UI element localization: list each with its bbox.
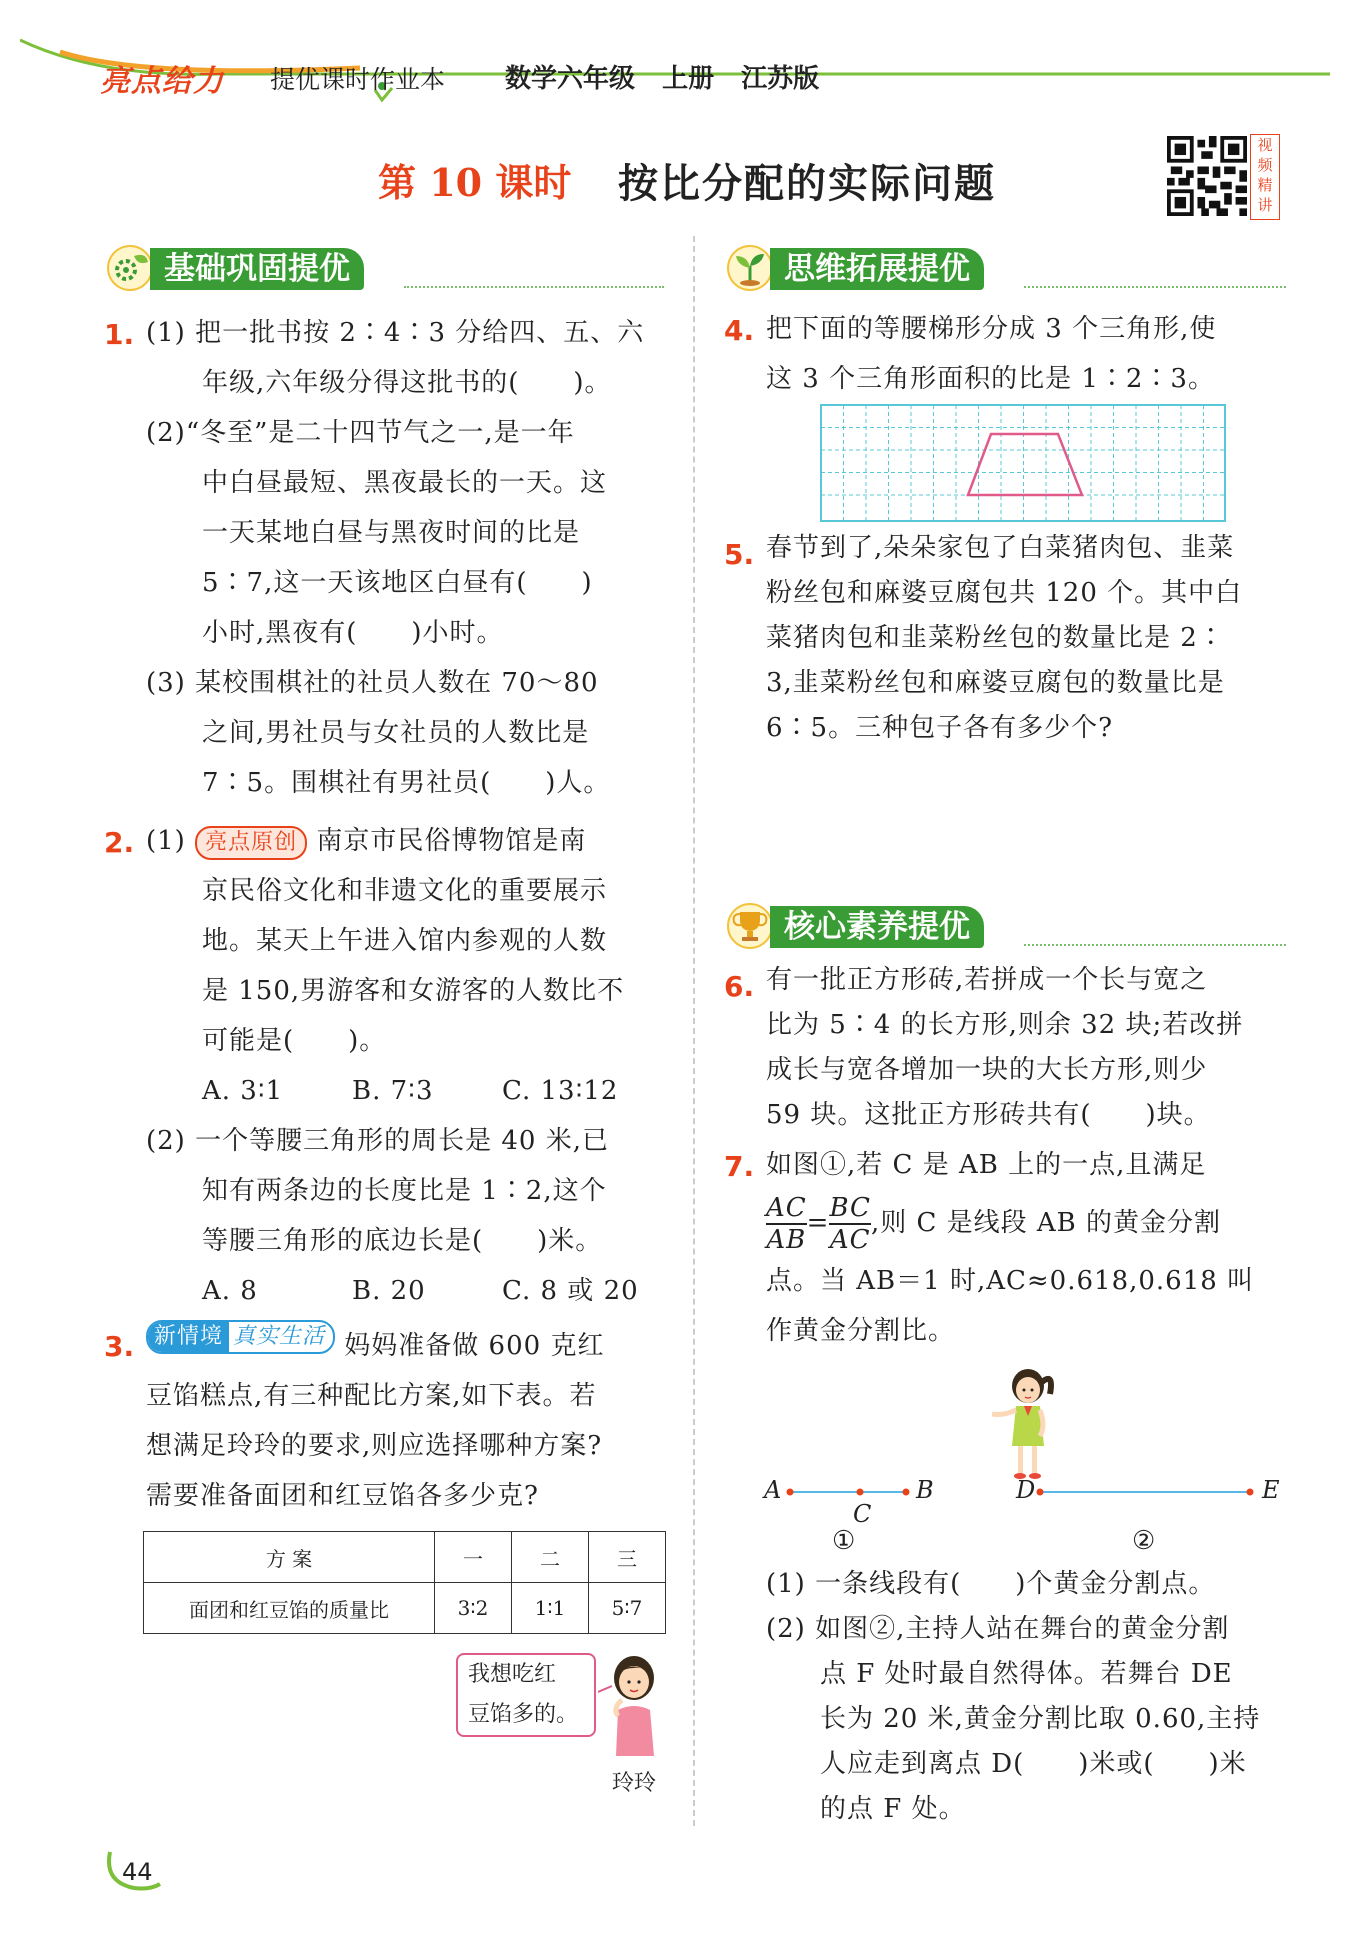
text-line: 可能是( )。: [202, 1026, 387, 1056]
section-title: 基础巩固提优: [150, 248, 364, 290]
table-row: [144, 1583, 666, 1634]
text-line: 5∶7,这一天该地区白昼有( ): [202, 568, 593, 598]
text-line: 中白昼最短、黑夜最长的一天。这: [202, 468, 608, 498]
table-header-cell: 一: [435, 1532, 512, 1583]
subject: 数学六年级: [505, 64, 636, 94]
text-line: 比为 5∶4 的长方形,则余 32 块;若改拼: [766, 1010, 1244, 1040]
trophy-icon: [724, 900, 776, 952]
edition: 江苏版: [741, 64, 820, 94]
section-title: 核心素养提优: [770, 906, 984, 948]
column-divider: [693, 236, 695, 1826]
text-line: 把下面的等腰梯形分成 3 个三角形,使: [766, 314, 1217, 344]
recipe-ratio-table: [143, 1531, 666, 1634]
table-cell: 1∶1: [512, 1583, 589, 1634]
series-name: 提优课时作业本: [270, 65, 446, 94]
q7-text: [766, 1140, 1254, 1356]
question-number: 7.: [724, 1150, 755, 1183]
label-b: B: [916, 1476, 934, 1504]
figure-1-label: ①: [832, 1526, 856, 1556]
section-title: 思维拓展提优: [770, 248, 984, 290]
text-line: 想满足玲玲的要求,则应选择哪种方案?: [146, 1431, 603, 1461]
text-line: (2)“冬至”是二十四节气之一,是一年: [146, 418, 575, 448]
text-line: (1) 一条线段有( )个黄金分割点。: [766, 1569, 1216, 1599]
option-c: C. 13∶12: [502, 1076, 619, 1106]
gear-leaf-icon: [104, 242, 156, 294]
text-line: 春节到了,朵朵家包了白菜猪肉包、韭菜: [766, 533, 1235, 563]
text-line: 成长与宽各增加一块的大长方形,则少: [766, 1055, 1208, 1085]
text-span: 南京市民俗博物馆是南: [316, 826, 587, 856]
point-d: [1037, 1489, 1044, 1496]
numerator: AC: [766, 1193, 807, 1223]
text-span: 妈妈准备做 600 克红: [344, 1331, 605, 1361]
text-line: 粉丝包和麻婆豆腐包共 120 个。其中白: [766, 578, 1243, 608]
text-line: 豆馅糕点,有三种配比方案,如下表。若: [146, 1381, 597, 1411]
denominator: AB: [766, 1225, 807, 1255]
badge-part: 新情境: [148, 1322, 229, 1352]
table-header-cell: 二: [512, 1532, 589, 1583]
fraction-bc-ac: [829, 1193, 870, 1255]
point-b: [903, 1489, 910, 1496]
text-line: 如图①,若 C 是 AB 上的一点,且满足: [766, 1150, 1207, 1180]
text-line: 需要准备面团和红豆馅各多少克?: [146, 1481, 539, 1511]
text-line: [146, 1320, 604, 1371]
text-line: 等腰三角形的底边长是( )米。: [202, 1226, 603, 1256]
q4-text: [766, 304, 1216, 404]
question-number: 6.: [724, 970, 755, 1003]
label-e: E: [1262, 1476, 1280, 1504]
text-line: 6∶5。三种包子各有多少个?: [766, 713, 1114, 743]
badge-part: 真实生活: [233, 1324, 326, 1349]
point-a: [787, 1489, 794, 1496]
figure-2-label: ②: [1132, 1526, 1156, 1556]
text-line: 地。某天上午进入馆内参观的人数: [202, 926, 608, 956]
text-line: 点 F 处时最自然得体。若舞台 DE: [820, 1659, 1233, 1689]
girl-lingling-illustration: [598, 1652, 670, 1756]
text-span: ,则 C 是线段 AB 的黄金分割: [870, 1208, 1222, 1238]
text-line: 7∶5。围棋社有男社员( )人。: [202, 768, 611, 798]
qr-label: 视频精讲: [1250, 134, 1280, 220]
q7-subparts: [766, 1562, 1260, 1832]
section-core: [724, 904, 1286, 948]
bubble-text: 我想吃红: [468, 1662, 557, 1687]
table-cell: 面团和红豆馅的质量比: [144, 1583, 435, 1634]
text-line: (2) 如图②,主持人站在舞台的黄金分割: [766, 1614, 1230, 1644]
option-b: B. 20: [352, 1276, 426, 1306]
question-number: 4.: [724, 314, 755, 347]
question-number: 5.: [724, 538, 755, 571]
text-line: 3,韭菜粉丝包和麻婆豆腐包的数量比是: [766, 668, 1225, 698]
options-row: [146, 1266, 639, 1316]
section-thinking: [724, 246, 1286, 290]
original-badge: 亮点原创: [195, 826, 307, 860]
numerator: BC: [829, 1193, 871, 1223]
fraction-ac-ab: [766, 1193, 807, 1255]
lesson-number: 第 10 课时: [378, 160, 572, 205]
label-d: D: [1016, 1476, 1036, 1504]
q5-text: [766, 526, 1242, 751]
text-line: 59 块。这批正方形砖共有( )块。: [766, 1100, 1211, 1130]
presenter-girl-illustration: [988, 1366, 1060, 1484]
fraction-line: [766, 1190, 1254, 1256]
character-name: 玲玲: [612, 1771, 657, 1796]
brand-logo-text: 亮点给力: [100, 64, 224, 99]
table-row: [144, 1532, 666, 1583]
page-number: 44: [122, 1858, 153, 1886]
text-line: 点。当 AB＝1 时,AC≈0.618,0.618 叫: [766, 1266, 1255, 1296]
question-number: 1.: [104, 318, 135, 351]
table-header-cell: 方 案: [144, 1532, 435, 1583]
text-line: 长为 20 米,黄金分割比取 0.60,主持: [820, 1704, 1261, 1734]
text-line: 有一批正方形砖,若拼成一个长与宽之: [766, 965, 1208, 995]
volume: 上册: [662, 64, 715, 94]
section-basic: [104, 246, 664, 290]
equals-sign: =: [806, 1208, 830, 1238]
text-line: [146, 816, 639, 866]
part-label: (1): [146, 826, 186, 856]
sprout-icon: [724, 242, 776, 294]
text-line: 小时,黑夜有( )小时。: [202, 618, 504, 648]
option-b: B. 7∶3: [352, 1076, 434, 1106]
text-line: 是 150,男游客和女游客的人数比不: [202, 976, 625, 1006]
question-number: 2.: [104, 826, 135, 859]
text-line: (2) 一个等腰三角形的周长是 40 米,已: [146, 1126, 609, 1156]
text-line: 的点 F 处。: [820, 1794, 966, 1824]
q3-text: [146, 1320, 604, 1521]
text-line: 菜猪肉包和韭菜粉丝包的数量比是 2∶: [766, 623, 1225, 653]
denominator: AC: [829, 1225, 871, 1255]
new-context-badge: [146, 1320, 335, 1354]
text-line: 这 3 个三角形面积的比是 1∶2∶3。: [766, 364, 1215, 394]
speech-bubble: [456, 1653, 596, 1737]
qr-code-icon[interactable]: [1167, 134, 1247, 218]
text-line: 人应走到离点 D( )米或( )米: [820, 1749, 1247, 1779]
table-cell: 5∶7: [589, 1583, 666, 1634]
option-a: A. 3∶1: [202, 1076, 284, 1106]
label-a: A: [764, 1476, 782, 1504]
table-cell: 3∶2: [435, 1583, 512, 1634]
text-line: 作黄金分割比。: [766, 1316, 956, 1346]
book-info: [505, 58, 819, 95]
q1-text: [146, 308, 644, 808]
option-a: A. 8: [202, 1276, 258, 1306]
table-header-cell: 三: [589, 1532, 666, 1583]
text-line: 之间,男社员与女社员的人数比是: [202, 718, 590, 748]
text-line: 年级,六年级分得这批书的( )。: [202, 368, 612, 398]
point-c: [857, 1489, 864, 1496]
label-c: C: [853, 1500, 872, 1528]
text-line: 知有两条边的长度比是 1∶2,这个: [202, 1176, 607, 1206]
q6-text: [766, 958, 1243, 1138]
text-line: (3) 某校围棋社的社员人数在 70～80: [146, 668, 599, 698]
point-e: [1247, 1489, 1254, 1496]
question-number: 3.: [104, 1330, 135, 1363]
text-line: 京民俗文化和非遗文化的重要展示: [202, 876, 608, 906]
text-line: 一天某地白昼与黑夜时间的比是: [202, 518, 581, 548]
lesson-title: 按比分配的实际问题: [618, 160, 996, 207]
text-line: (1) 把一批书按 2∶4∶3 分给四、五、六: [146, 318, 645, 348]
option-c: C. 8 或 20: [502, 1276, 639, 1306]
q2-text: [146, 816, 639, 1316]
options-row: [146, 1066, 639, 1116]
bubble-text: 豆馅多的。: [468, 1702, 579, 1727]
trapezoid-grid: [820, 404, 1226, 522]
